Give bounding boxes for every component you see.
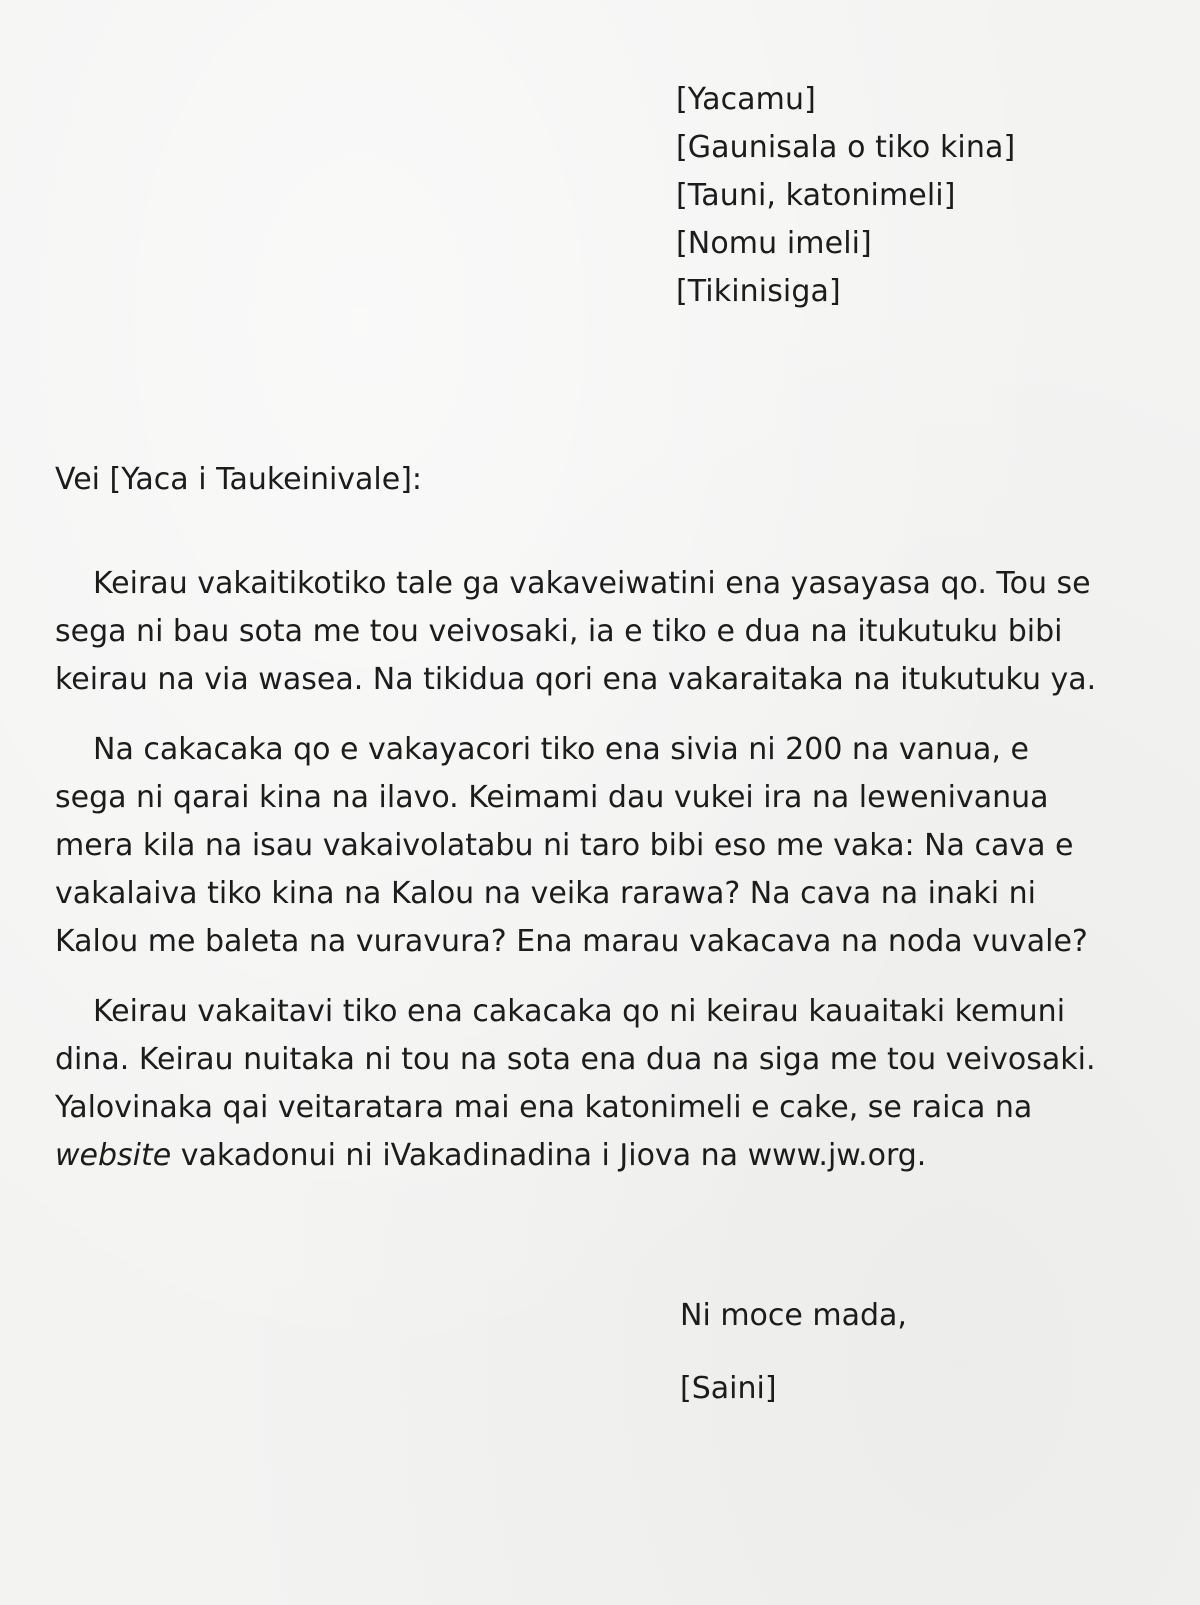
paragraph-line: Na cakacaka qo e vakayacori tiko ena sivia ni 200 na vanua, e [93,732,1029,767]
paragraph-line: mera kila na isau vakaivolatabu ni taro bibi eso me vaka: Na cava e [55,828,1074,863]
sender-email: [Nomu imeli] [676,226,872,261]
sender-address [676,76,1015,316]
paragraph-line: vakalaiva tiko kina na Kalou na veika rarawa? Na cava na inaki ni [55,876,1036,911]
paragraph-3 [55,988,1145,1180]
paragraph-last-line [55,1132,1145,1180]
paragraph-line: dina. Keirau nuitaka ni tou na sota ena dua na siga me tou veivosaki. [55,1042,1096,1077]
paragraph-line: Yalovinaka qai veitaratara mai ena katonimeli e cake, se raica na [55,1090,1033,1125]
salutation: Vei [Yaca i Taukeinivale]: [55,462,423,497]
paragraph-line: Keirau vakaitikotiko tale ga vakaveiwatini ena yasayasa qo. Tou se [93,566,1091,601]
signature-placeholder: [Saini] [680,1371,777,1406]
paragraph-line: keirau na via wasea. Na tikidua qori ena vakaraitaka na itukutuku ya. [55,662,1097,697]
paragraph-line: sega ni qarai kina na ilavo. Keimami dau vukei ira na lewenivanua [55,780,1049,815]
paragraph-line: sega ni bau sota me tou veivosaki, ia e tiko e dua na itukutuku bibi [55,614,1063,649]
paragraph-line: Kalou me baleta na vuravura? Ena marau vakacava na noda vuvale? [55,924,1088,959]
sender-street: [Gaunisala o tiko kina] [676,130,1016,165]
sender-town: [Tauni, katonimeli] [676,178,956,213]
sender-phone: [Tikinisiga] [676,274,841,309]
paragraph-line: Keirau vakaitavi tiko ena cakacaka qo ni keirau kauaitaki kemuni [93,994,1066,1029]
website-line-rest: vakadonui ni iVakadinadina i Jiova na www.jw.org. [171,1138,927,1173]
paragraph-1 [55,560,1145,704]
letter-body [55,560,1145,1202]
website-word: website [55,1138,172,1173]
sender-name: [Yacamu] [676,82,816,117]
closing: Ni moce mada, [680,1298,907,1333]
paragraph-2 [55,726,1145,966]
